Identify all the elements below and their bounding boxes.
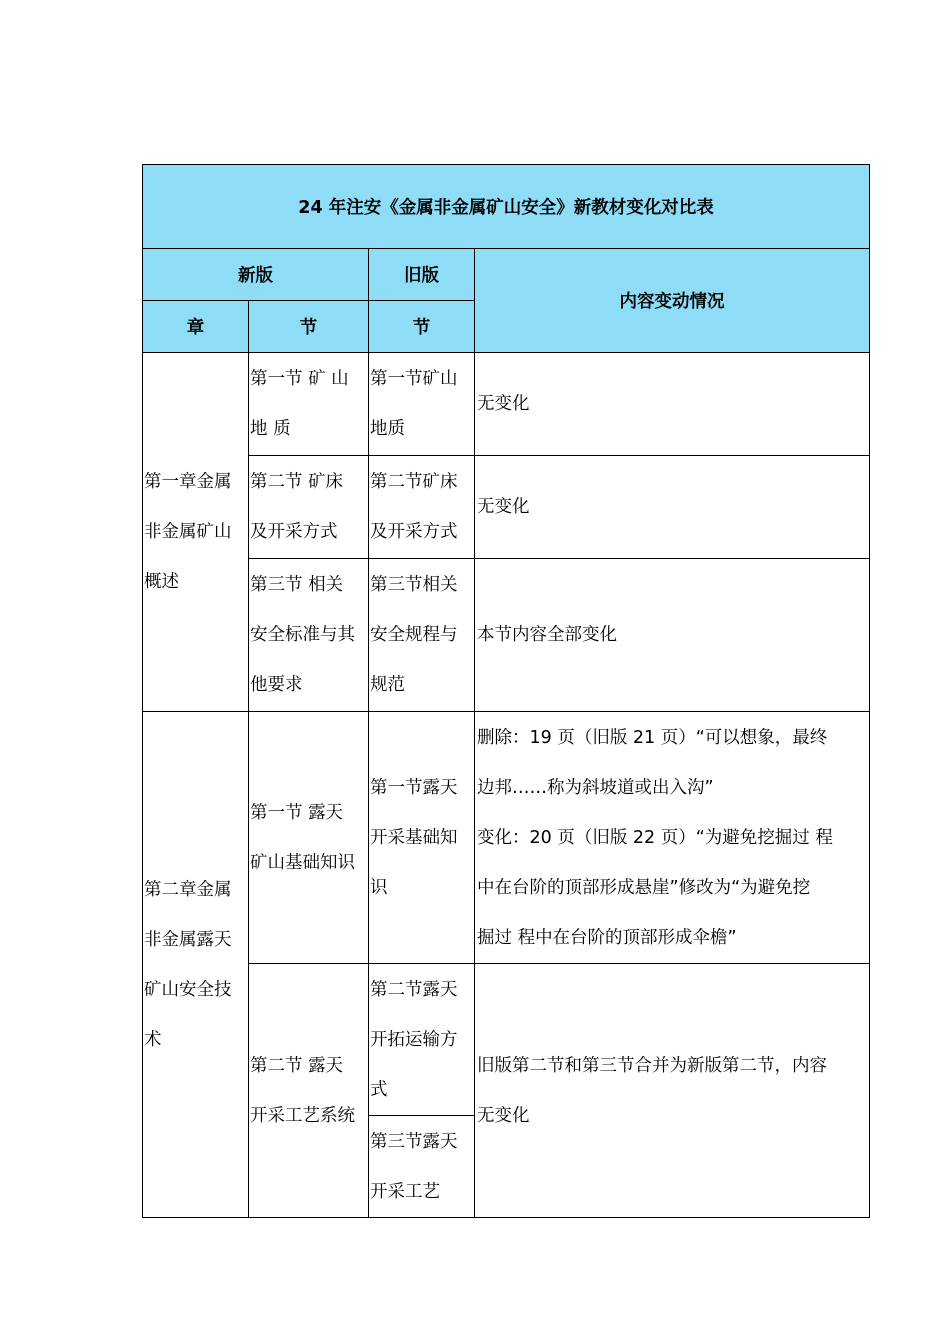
header-new-version: 新版 <box>143 249 369 301</box>
chapter-2-line: 非金属露天 <box>144 929 232 950</box>
change-line: 掘过 程中在台阶的顶部形成伞檐” <box>477 927 737 948</box>
old-section-line: 第二节露天 <box>370 979 458 1000</box>
old-section-line: 第三节相关 <box>370 575 458 595</box>
header-section-new: 节 <box>249 301 369 353</box>
new-section-line: 第二节 露天 <box>250 1055 344 1076</box>
new-section-cell <box>249 964 369 1218</box>
old-section-line: 开拓运输方 <box>370 1029 458 1050</box>
chapter-2-cell <box>143 712 249 1218</box>
old-section-line: 第三节露天 <box>370 1131 458 1152</box>
new-section-cell <box>249 712 369 964</box>
old-section-line: 第一节矿山 <box>370 369 458 389</box>
header-section-old: 节 <box>369 301 475 353</box>
new-section-line: 第一节 露天 <box>250 802 344 823</box>
change-line: 变化：20 页（旧版 22 页）“为避免挖掘过 程 <box>477 827 833 848</box>
old-section-line: 开采工艺 <box>370 1181 440 1202</box>
old-section-cell <box>369 559 475 712</box>
new-section-cell <box>249 456 369 559</box>
change-cell <box>475 964 870 1218</box>
change-line: 旧版第二节和第三节合并为新版第二节，内容 <box>477 1055 827 1076</box>
old-section-cell <box>369 712 475 964</box>
comparison-table <box>142 164 870 1218</box>
old-section-line: 式 <box>370 1079 388 1100</box>
new-section-cell <box>249 353 369 456</box>
chapter-1-line: 概述 <box>144 572 179 592</box>
old-section-line: 及开采方式 <box>370 522 458 542</box>
change-line: 无变化 <box>477 1105 530 1126</box>
change-line: 无变化 <box>477 497 530 517</box>
new-section-cell <box>249 559 369 712</box>
change-cell <box>475 353 870 456</box>
change-cell <box>475 559 870 712</box>
new-section-line: 矿山基础知识 <box>250 852 355 873</box>
change-line: 无变化 <box>477 394 530 414</box>
old-section-line: 识 <box>370 877 388 898</box>
old-section-cell <box>369 353 475 456</box>
chapter-2-line: 第二章金属 <box>144 879 232 900</box>
old-section-cell <box>369 1116 475 1218</box>
new-section-line: 他要求 <box>250 675 303 695</box>
old-section-line: 开采基础知 <box>370 827 458 848</box>
chapter-1-cell <box>143 353 249 712</box>
new-section-line: 地 质 <box>250 419 291 439</box>
change-line: 边邦……称为斜坡道或出入沟” <box>477 777 714 798</box>
new-section-line: 及开采方式 <box>250 522 338 542</box>
header-chapter: 章 <box>143 301 249 353</box>
new-section-line: 第三节 相关 <box>250 575 344 595</box>
old-section-line: 规范 <box>370 675 405 695</box>
old-section-line: 第一节露天 <box>370 777 458 798</box>
chapter-2-line: 矿山安全技 <box>144 979 232 1000</box>
chapter-1-line: 非金属矿山 <box>144 522 232 542</box>
old-section-line: 地质 <box>370 419 405 439</box>
change-line: 删除：19 页（旧版 21 页）“可以想象，最终 <box>477 727 828 748</box>
change-cell <box>475 456 870 559</box>
old-section-cell <box>369 964 475 1116</box>
change-line: 中在台阶的顶部形成悬崖”修改为“为避免挖 <box>477 877 811 898</box>
header-change: 内容变动情况 <box>475 249 870 353</box>
new-section-line: 安全标准与其 <box>250 625 355 645</box>
old-section-cell <box>369 456 475 559</box>
new-section-line: 第一节 矿 山 <box>250 369 349 389</box>
chapter-1-line: 第一章金属 <box>144 472 232 492</box>
old-section-line: 安全规程与 <box>370 625 458 645</box>
new-section-line: 开采工艺系统 <box>250 1105 355 1126</box>
header-old-version: 旧版 <box>369 249 475 301</box>
old-section-line: 第二节矿床 <box>370 472 458 492</box>
table-title: 24 年注安《金属非金属矿山安全》新教材变化对比表 <box>143 165 870 249</box>
change-cell <box>475 712 870 964</box>
chapter-2-line: 术 <box>144 1029 162 1050</box>
new-section-line: 第二节 矿床 <box>250 472 344 492</box>
change-line: 本节内容全部变化 <box>477 625 617 645</box>
